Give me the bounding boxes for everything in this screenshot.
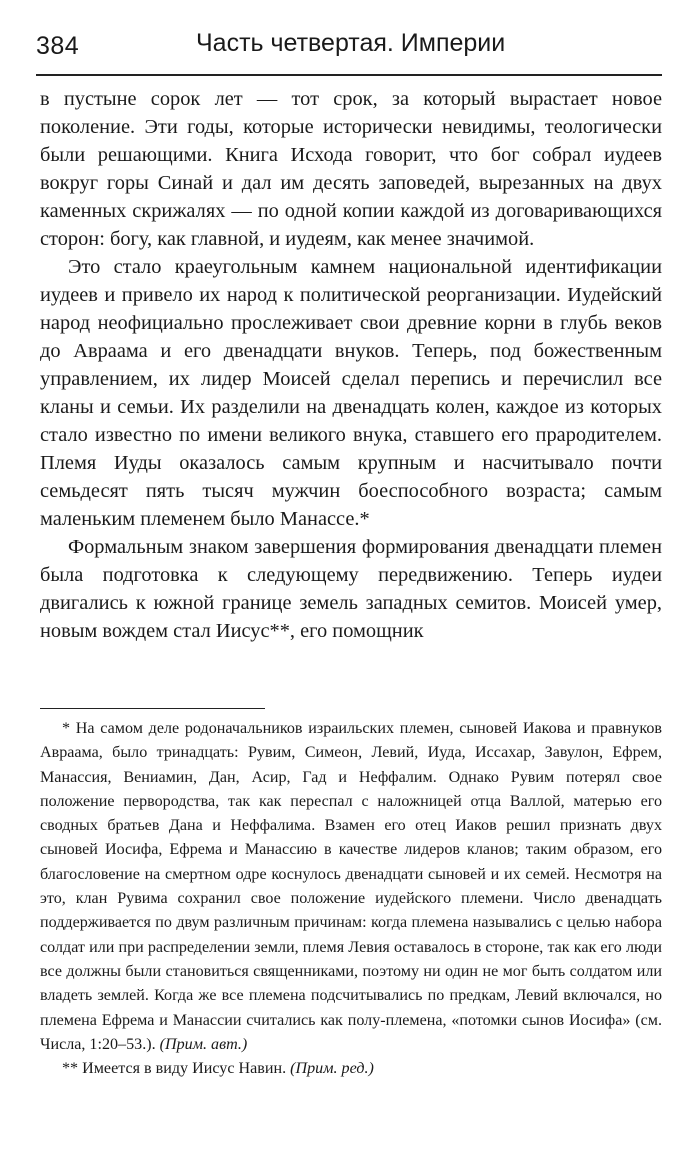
footnote-1-tag: (Прим. авт.) <box>159 1035 248 1053</box>
footnote-2-tag: (Прим. ред.) <box>290 1060 374 1078</box>
header-rule <box>36 74 662 76</box>
paragraph-3: Формальным знаком завершения формирования двенадцати племен была подготовка к следующему передвижению. Теперь иудеи двигались к южной границе земель западных семитов. Моисей умер, новым вождем стал Иисус**, его помощник <box>40 536 662 642</box>
footnotes <box>40 717 662 1081</box>
main-text <box>40 85 662 645</box>
paragraph-2: Это стало краеугольным камнем национальной идентификации иудеев и привело их народ к политической реорганизации. Иудейский народ неофициально прослеживает свои древние корни в глубь веков до Авраама и его двенадцати внуков. Теперь, под божественным управлением, их лидер Моисей сделал перепись и перечислил все кланы и семьи. Их разделили на двенадцать колен, каждое из которых стало известно по имени великого внука, ставшего его прародителем. Племя Иуды оказалось самым крупным и насчитывало почти семьдесят пять тысяч мужчин боеспособного возраста; самым маленьким племенем было Манассе.* <box>40 256 662 530</box>
footnote-rule <box>40 708 265 709</box>
footnote-1 <box>40 717 662 1057</box>
footnote-1-text: * На самом деле родоначальников израильских племен, сыновей Иакова и правнуков Авраама, было тринадцать: Рувим, Симеон, Левий, Иуда, Иссахар, Завулон, Ефрем, Манассия, Вениамин, Дан, Асир, Гад и Неффалим. Однако Рувим потерял свое положение первородства, так как переспал с наложницей отца Валлой, матерью его сводных братьев Дана и Неффалима. Взамен его отец Иаков решил признать двух сыновей Иосифа, Ефрема и Манассию в качестве лидеров кланов; таким образом, его благословение на смертном одре коснулось двенадцати сыновей и их семей. Несмотря на это, клан Рувима сохранил свое положение иудейского племени. Число двенадцать поддерживается по двум различным причинам: когда племена назывались с целью набора солдат или при распределении земли, племя Левия оставалось в стороне, так как его люди все должны были становиться священниками, поэтому ни один не мог быть солдатом или владеть землей. Когда же все племена подсчитывались по предкам, Левий включался, но племена Ефрема и Манассии считались как полу-племена, «потомки сынов Иосифа» (см. Числа, 1:20–53.). <box>40 720 662 1053</box>
page-number: 384 <box>36 32 80 60</box>
footnote-2-text: ** Имеется в виду Иисус Навин. <box>62 1060 287 1078</box>
footnote-2 <box>40 1057 662 1081</box>
running-head <box>36 26 658 62</box>
paragraph-1: в пустыне сорок лет — тот срок, за который вырастает новое поколение. Эти годы, которые исторически невидимы, теологически были решающими. Книга Исхода говорит, что бог собрал иудеев вокруг горы Синай и дал им десять заповедей, вырезанных на двух каменных скрижалях — по одной копии каждой из договаривающихся сторон: богу, как главной, и иудеям, как менее значимой. <box>40 88 662 250</box>
running-title: Часть четвертая. Империи <box>196 29 506 57</box>
